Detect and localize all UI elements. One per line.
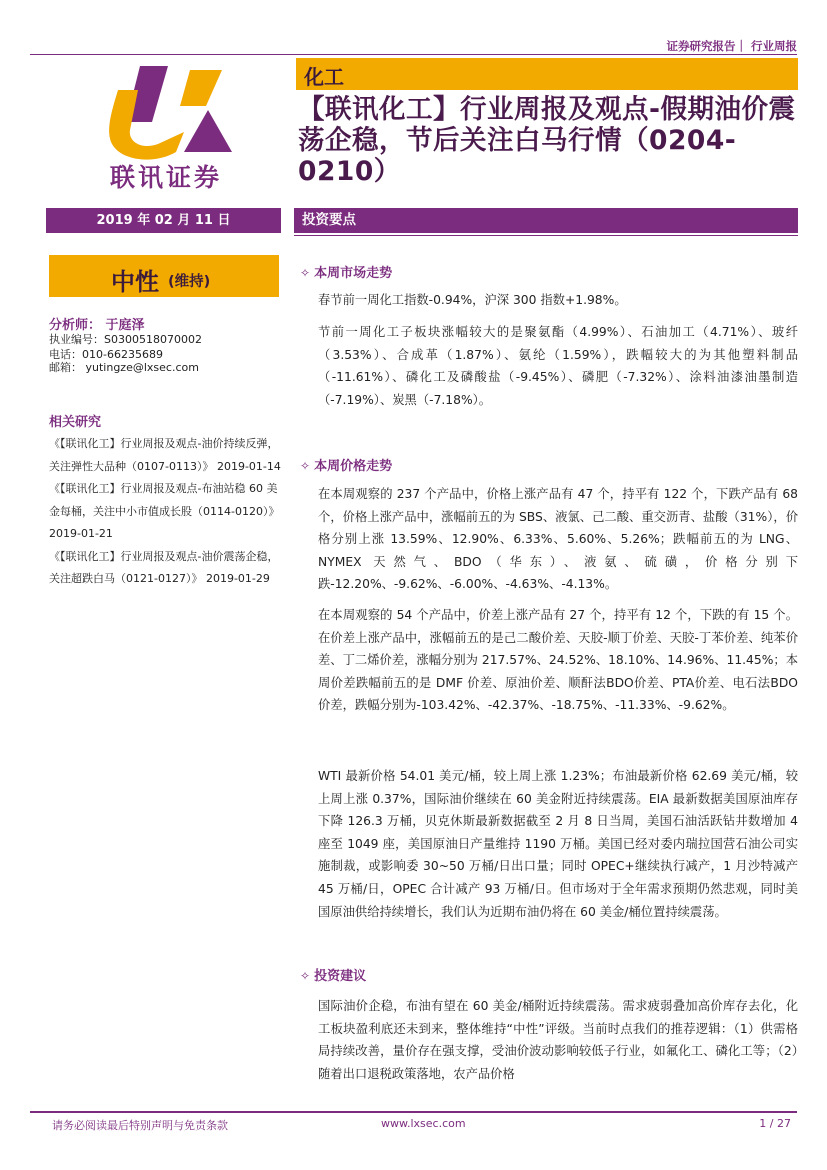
heading-text: 本周价格走势 [314,459,393,474]
paragraph: WTI 最新价格 54.01 美元/桶，较上周上涨 1.23%；布油最新价格 62.69 美元/桶，较上周上涨 0.37%，国际油价继续在 60 美金附近持续震荡。EIA 最新数据美国原油库存下降 126.3 万桶，贝克休斯最新数据截至 2 月 8 日当周，美国石油活跃钻井数增加 4 座至 1049 座，美国原油日产量维持 1190 万桶。美国已经对委内瑞拉国营石油公司实施制裁，或影响委 30~50 万桶/日出口量；同时 OPEC+继续执行减产，1 月沙特减产 45 万桶/日，OPEC 合计减产 93 万桶/日。但市场对于全年需求预期仍然悲观，同时美国原油供给持续增长，我们认为近期布油仍将在 60 美金/桶位置持续震荡。 [318,769,798,919]
footer-rule [30,1111,797,1113]
footer-url[interactable]: www.lxsec.com [381,1117,466,1130]
diamond-bullet-icon: ✧ [300,459,311,473]
rating-box [49,255,279,297]
paragraph: 春节前一周化工指数-0.94%，沪深 300 指数+1.98%。 [318,293,627,307]
section-rule [294,235,798,236]
heading-market-trend [300,262,392,281]
related-research-list [49,433,281,591]
heading-text: 本周市场走势 [314,266,393,281]
report-title: 【联讯化工】行业周报及观点-假期油价震荡企稳，节后关注白马行情（0204-0210） [298,94,796,187]
related-research-item[interactable]: 《【联讯化工】行业周报及观点-油价持续反弹，关注弹性大品种（0107-0113）》 2019-01-14 [49,437,281,473]
industry-label: 化工 [304,65,344,89]
report-type-label: 证券研究报告｜ 行业周报 [666,39,797,53]
analyst-phone: 电话：010-66235689 [49,348,163,361]
related-research-title: 相关研究 [49,415,102,430]
page-number: 1 / 27 [759,1117,791,1130]
industry-bar [296,58,798,90]
rating-main: 中性 [111,268,159,296]
section-title: 投资要点 [302,212,356,228]
rating-sub: (维持) [168,274,211,290]
footer-disclaimer: 请务必阅读最后特别声明与免责条款 [52,1119,228,1132]
report-date: 2019 年 02 月 11 日 [46,208,281,233]
paragraph: 国际油价企稳，布油有望在 60 美金/桶附近持续震荡。需求疲弱叠加高价库存去化，化工板块盈利底还未到来，整体维持“中性”评级。当前时点我们的推荐逻辑：（1）供需格局持续改善，量价存在强支撑，受油价波动影响较低子行业，如氟化工、磷化工等；（2）随着出口退税政策落地，农产品价格 [318,999,798,1081]
heading-text: 投资建议 [314,969,367,984]
diamond-bullet-icon: ✧ [300,266,311,280]
header-rule [30,54,797,55]
analyst-name: 分析师： 于庭泽 [49,318,145,333]
paragraph: 节前一周化工子板块涨幅较大的是聚氨酯（4.99%）、石油加工（4.71%）、玻纤（3.53%）、合成革（1.87%）、氨纶（1.59%），跌幅较大的为其他塑料制品（-11.61%）、磷化工及磷酸盐（-9.45%）、磷肥（-7.32%）、涂料油漆油墨制造（-7.19%）、炭黑（-7.18%）。 [318,325,798,407]
paragraph: 在本周观察的 54 个产品中，价差上涨产品有 27 个，持平有 12 个，下跌的有 15 个。在价差上涨产品中，涨幅前五的是己二酸价差、天胶-顺丁价差、天胶-丁苯价差、纯苯价差、丁二烯价差，涨幅分别为 217.57%、24.52%、18.10%、14.96%、11.45%；本周价差跌幅前五的是 DMF 价差、原油价差、顺酐法BDO价差、PTA价差、电石法BDO价差，跌幅分别为-103.42%、-42.37%、-18.75%、-11.33%、-9.62%。 [318,608,798,713]
related-research-item[interactable]: 《【联讯化工】行业周报及观点-油价震荡企稳，关注超跌白马（0121-0127）》 2019-01-29 [49,549,279,585]
analyst-license: 执业编号：S0300518070002 [49,333,202,346]
analyst-email[interactable]: 邮箱： yutingze@lxsec.com [49,361,199,374]
section-bar [294,208,798,233]
diamond-bullet-icon: ✧ [300,969,311,983]
heading-investment-advice [300,965,366,984]
heading-price-trend [300,455,392,474]
paragraph: 在本周观察的 237 个产品中，价格上涨产品有 47 个，持平有 122 个，下跌产品有 68 个，价格上涨产品中，涨幅前五的为 SBS、液氯、己二酸、重交沥青、盐酸（31%），价格分别上涨 13.59%、12.90%、6.33%、5.60%、5.26%；跌幅前五的为 LNG、NYMEX 天然气、BDO（华东）、液氨、硫磺，价格分别下跌-12.20%、-9.62%、-6.00%、-4.63%、-4.13%。 [318,487,798,592]
related-research-item[interactable]: 《【联讯化工】行业周报及观点-布油站稳 60 美金每桶，关注中小市值成长股（0114-0120）》2019-01-21 [49,482,280,540]
company-name: 联讯证券 [109,163,222,192]
